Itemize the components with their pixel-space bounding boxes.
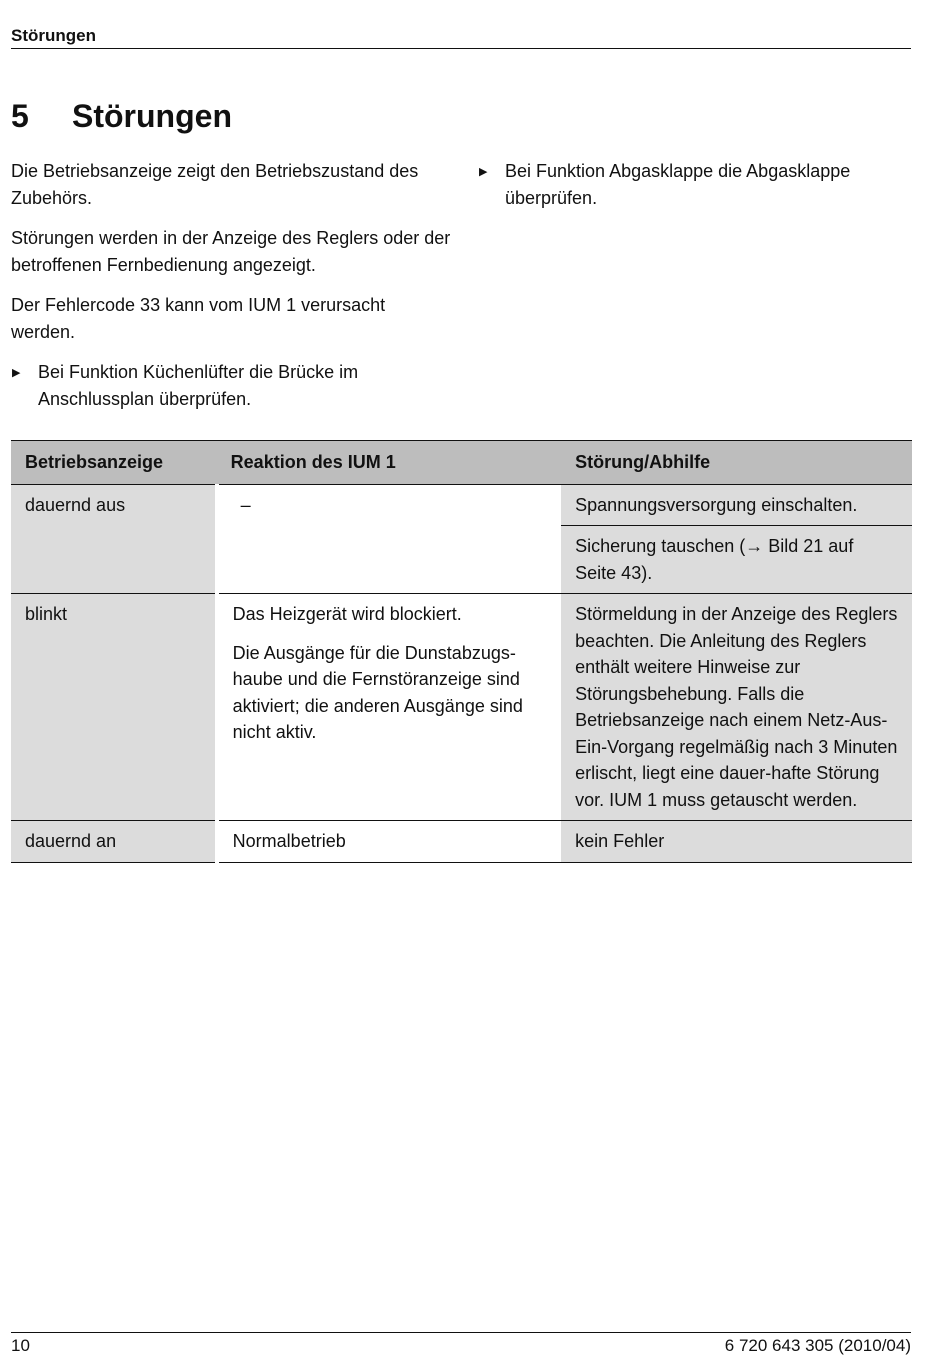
reaction-text: Die Ausgänge für die Dunstabzugs-haube und die Fernstöranzeige sind aktiviert; die anderen Ausgänge sind nicht aktiv. [232, 642, 523, 742]
table-row [11, 821, 912, 863]
error-code-paragraph: Der Fehlercode 33 kann vom IUM 1 verursacht werden. [11, 295, 386, 342]
intro-paragraph: Die Betriebsanzeige zeigt den Betriebszustand des Zubehörs. [11, 161, 419, 208]
triangle-right-icon: ▶ [479, 166, 488, 178]
remedy-cell: Sicherung tauschen (→ Bild 21 auf Seite 43). [561, 526, 912, 594]
triangle-right-icon: ▶ [12, 367, 21, 379]
right-column [478, 158, 908, 225]
page-number: 10 [11, 1336, 30, 1355]
table-header-row [11, 441, 912, 485]
display-paragraph: Störungen werden in der Anzeige des Reglers oder der betroffenen Fernbedienung angezeigt. [11, 228, 451, 275]
remedy-cell: Spannungsversorgung einschalten. [561, 484, 912, 526]
remedy-cell: kein Fehler [561, 821, 912, 863]
display-cell: dauernd aus [11, 484, 217, 594]
instruction-text: Bei Funktion Abgasklappe die Abgasklappe überprüfen. [505, 161, 851, 208]
running-header-title: Störungen [11, 26, 96, 45]
chapter-title-text: Störungen [72, 98, 232, 134]
reaction-cell [217, 594, 561, 821]
instruction-flue-damper [478, 158, 908, 211]
instruction-text: Bei Funktion Küchenlüfter die Brücke im Anschlussplan überprüfen. [38, 362, 359, 409]
running-footer [11, 1332, 911, 1357]
column-header-reaction: Reaktion des IUM 1 [217, 441, 561, 485]
dash-text: – [240, 494, 251, 515]
reaction-cell: Normalbetrieb [217, 821, 561, 863]
chapter-title [11, 94, 232, 138]
column-header-remedy: Störung/Abhilfe [561, 441, 912, 485]
reaction-cell [217, 484, 561, 594]
fault-table [11, 440, 912, 863]
instruction-kitchen-fan [11, 359, 451, 412]
table-row [11, 594, 912, 821]
column-header-display: Betriebsanzeige [11, 441, 217, 485]
display-cell: dauernd an [11, 821, 217, 863]
remedy-cell: Störmeldung in der Anzeige des Reglers beachten. Die Anleitung des Reglers enthält weitere Hinweise zur Störungsbehebung. Falls die Betriebsanzeige nach einem Netz-Aus-Ein-Vorgang regelmäßig nach 3 Minuten erlischt, liegt eine dauer-hafte Störung vor. IUM 1 muss getauscht werden. [561, 594, 912, 821]
document-id: 6 720 643 305 (2010/04) [724, 1336, 911, 1355]
running-header [11, 26, 911, 49]
chapter-number: 5 [11, 98, 29, 134]
table-row [11, 484, 912, 526]
left-column [11, 158, 451, 426]
display-cell: blinkt [11, 594, 217, 821]
reaction-text: Das Heizgerät wird blockiert. [232, 604, 462, 624]
